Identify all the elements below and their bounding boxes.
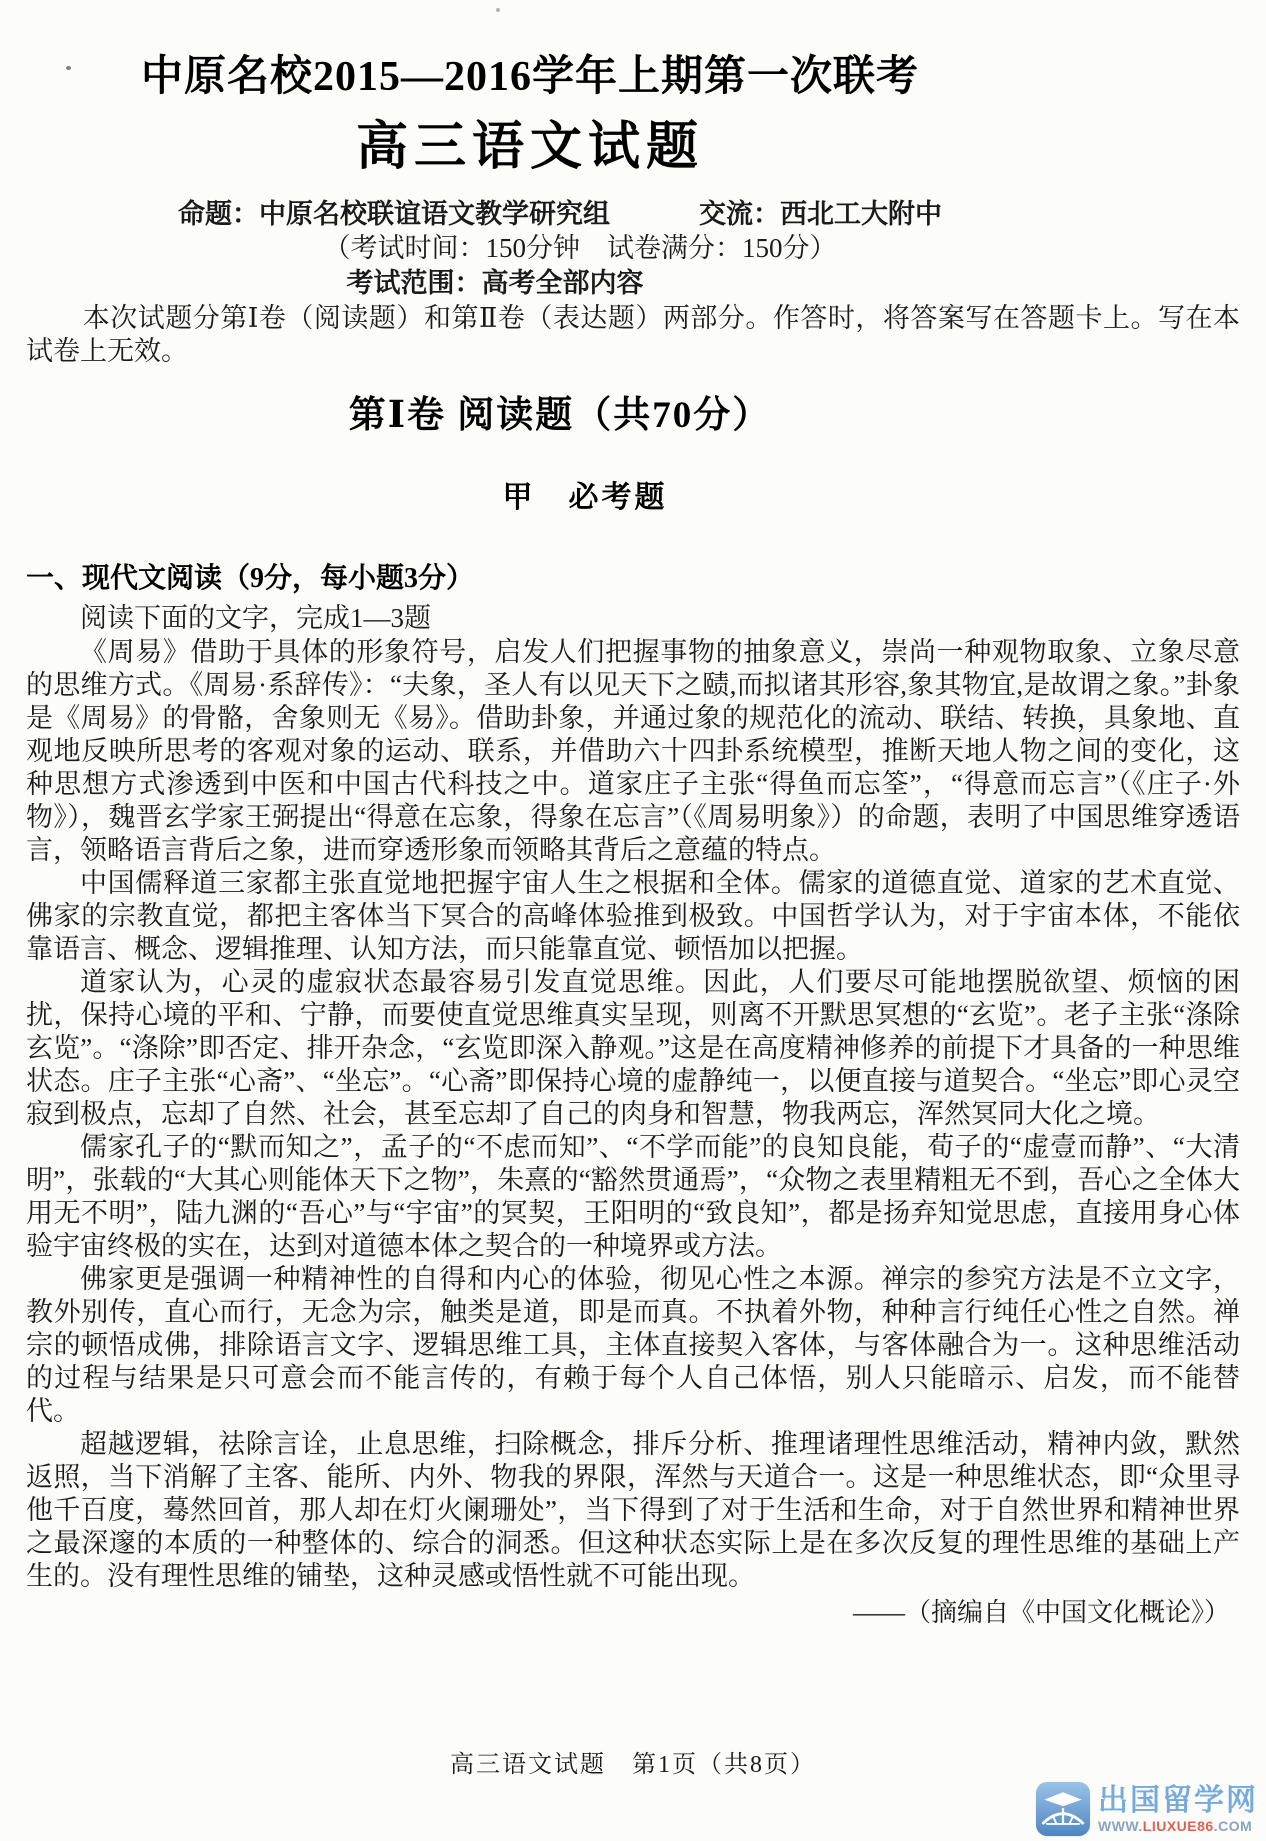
paper-meta-row xyxy=(0,198,1266,230)
exam-series-title: 中原名校2015—2016学年上期第一次联考 xyxy=(140,54,919,100)
reading-section-heading: 一、现代文阅读（9分，每小题3分） xyxy=(26,563,475,594)
essay-paragraph: 儒家孔子的“默而知之”，孟子的“不虑而知”、“不学而能”的良知良能，荀子的“虚壹而静”、“大清明”，张载的“大其心则能体天下之物”，朱熹的“豁然贯通焉”，“众物之表里精粗无不到，吾心之全体大用无不明”，陆九渊的“吾心”与“宇宙”的冥契，王阳明的“致良知”，都是扬弃知觉思虑，直接用身心体验宇宙终极的实在，达到对道德本体之契合的一种境界或方法。 xyxy=(26,1132,1240,1261)
liuxue86-logo-icon xyxy=(1035,1781,1091,1837)
modern-reading-section xyxy=(0,562,1266,1629)
essay-body xyxy=(0,636,1266,1593)
page-footer: 高三语文试题 第1页（共8页） xyxy=(450,1752,816,1778)
essay-paragraph: 佛家更是强调一种精神性的自得和内心的体验，彻见心性之本源。禅宗的参究方法是不立文字，教外别传，直心而行，无念为宗，触类是道，即是而真。不执着外物，种种言行纯任心性之自然。禅宗的顿悟成佛，排除语言文字、逻辑思维工具，主体直接契入客体，与客体融合为一。这种思维活动的过程与结果是只可意会而不能言传的，有赖于每个人自己体悟，别人只能暗示、启发，而不能替代。 xyxy=(26,1264,1240,1426)
scan-speck xyxy=(66,66,71,70)
reading-instruction: 阅读下面的文字，完成1—3题 xyxy=(80,603,431,633)
essay-paragraph: 《周易》借助于具体的形象符号，启发人们把握事物的抽象意义，崇尚一种观物取象、立象尽意的思维方式。《周易·系辞传》：“夫象，圣人有以见天下之赜,而拟诸其形容,象其物宜,是故谓之象。”卦象是《周易》的骨骼，舍象则无《易》。借助卦象，并通过象的规范化的流动、联结、转换，具象地、直观地反映所思考的客观对象的运动、联系，并借助六十四卦系统模型，推断天地人物之间的变化，这种思想方式渗透到中医和中国古代科技之中。道家庄子主张“得鱼而忘筌”，“得意而忘言”（《庄子·外物》），魏晋玄学家王弼提出“得意在忘象，得象在忘言”（《周易明象》）的命题，表明了中国思维穿透语言，领略语言背后之象，进而穿透形象而领略其背后之意蕴的特点。 xyxy=(26,637,1240,865)
essay-paragraph: 道家认为，心灵的虚寂状态最容易引发直觉思维。因此，人们要尽可能地摆脱欲望、烦恼的困扰，保持心境的平和、宁静，而要使直觉思维真实呈现，则离不开默思冥想的“玄览”。老子主张“涤除玄览”。“涤除”即否定、排开杂念，“玄览即深入静观。”这是在高度精神修养的前提下才具备的一种思维状态。庄子主张“心斋”、“坐忘”。“心斋”即保持心境的虚静纯一，以便直接与道契合。“坐忘”即心灵空寂到极点，忘却了自然、社会，甚至忘却了自己的肉身和智慧，物我两忘，浑然冥同大化之境。 xyxy=(26,967,1240,1129)
watermark-site-name: 出国留学网 xyxy=(1098,1783,1258,1817)
paper-title: 高三语文试题 xyxy=(355,119,704,176)
liuxue86-watermark xyxy=(1035,1781,1258,1837)
part-a-title: 甲 必考题 xyxy=(502,481,668,514)
time-score-info: （考试时间：150分钟 试卷满分：150分） xyxy=(323,233,837,263)
exam-notice: 本次试题分第Ⅰ卷（阅读题）和第Ⅱ卷（表达题）两部分。作答时，将答案写在答题卡上。写在本试卷上无效。 xyxy=(26,303,1240,366)
essay-paragraph: 中国儒释道三家都主张直觉地把握宇宙人生之根据和全体。儒家的道德直觉、道家的艺术直觉、佛家的宗教直觉，都把主客体当下冥合的高峰体验推到极致。中国哲学认为，对于宇宙本体，不能依靠语言、概念、逻辑推理、认知方法，而只能靠直觉、顿悟加以把握。 xyxy=(26,868,1240,964)
url-main: LIUXUE86 xyxy=(1142,1817,1214,1834)
setter-info: 命题：中原名校联谊语文教学研究组 xyxy=(178,199,610,229)
scan-speck xyxy=(496,8,500,12)
url-suffix: .COM xyxy=(1213,1817,1253,1834)
exchange-info: 交流：西北工大附中 xyxy=(699,199,942,229)
source-attribution: ——（摘编自《中国文化概论》） xyxy=(852,1598,1230,1627)
watermark-text xyxy=(1098,1783,1258,1834)
volume-1-title: 第Ⅰ卷 阅读题（共70分） xyxy=(348,395,772,436)
header-center xyxy=(0,232,1160,299)
header-titles xyxy=(0,52,1060,178)
essay-paragraph: 超越逻辑，祛除言诠，止息思维，扫除概念，排斥分析、推理诸理性思维活动，精神内敛，默然返照，当下消解了主客、能所、内外、物我的界限，浑然与天道合一。这是一种思维状态，即“众里寻他千百度，蓦然回首，那人却在灯火阑珊处”，当下得到了对于生活和生命，对于自然世界和精神世界之最深邃的本质的一种整体的、综合的洞悉。但这种状态实际上是在多次反复的理性思维的基础上产生的。没有理性思维的铺垫，这种灵感或悟性就不可能出现。 xyxy=(26,1429,1240,1591)
url-prefix: WWW. xyxy=(1098,1817,1143,1834)
exam-scope: 考试范围：高考全部内容 xyxy=(346,268,644,298)
watermark-site-url xyxy=(1098,1819,1258,1833)
